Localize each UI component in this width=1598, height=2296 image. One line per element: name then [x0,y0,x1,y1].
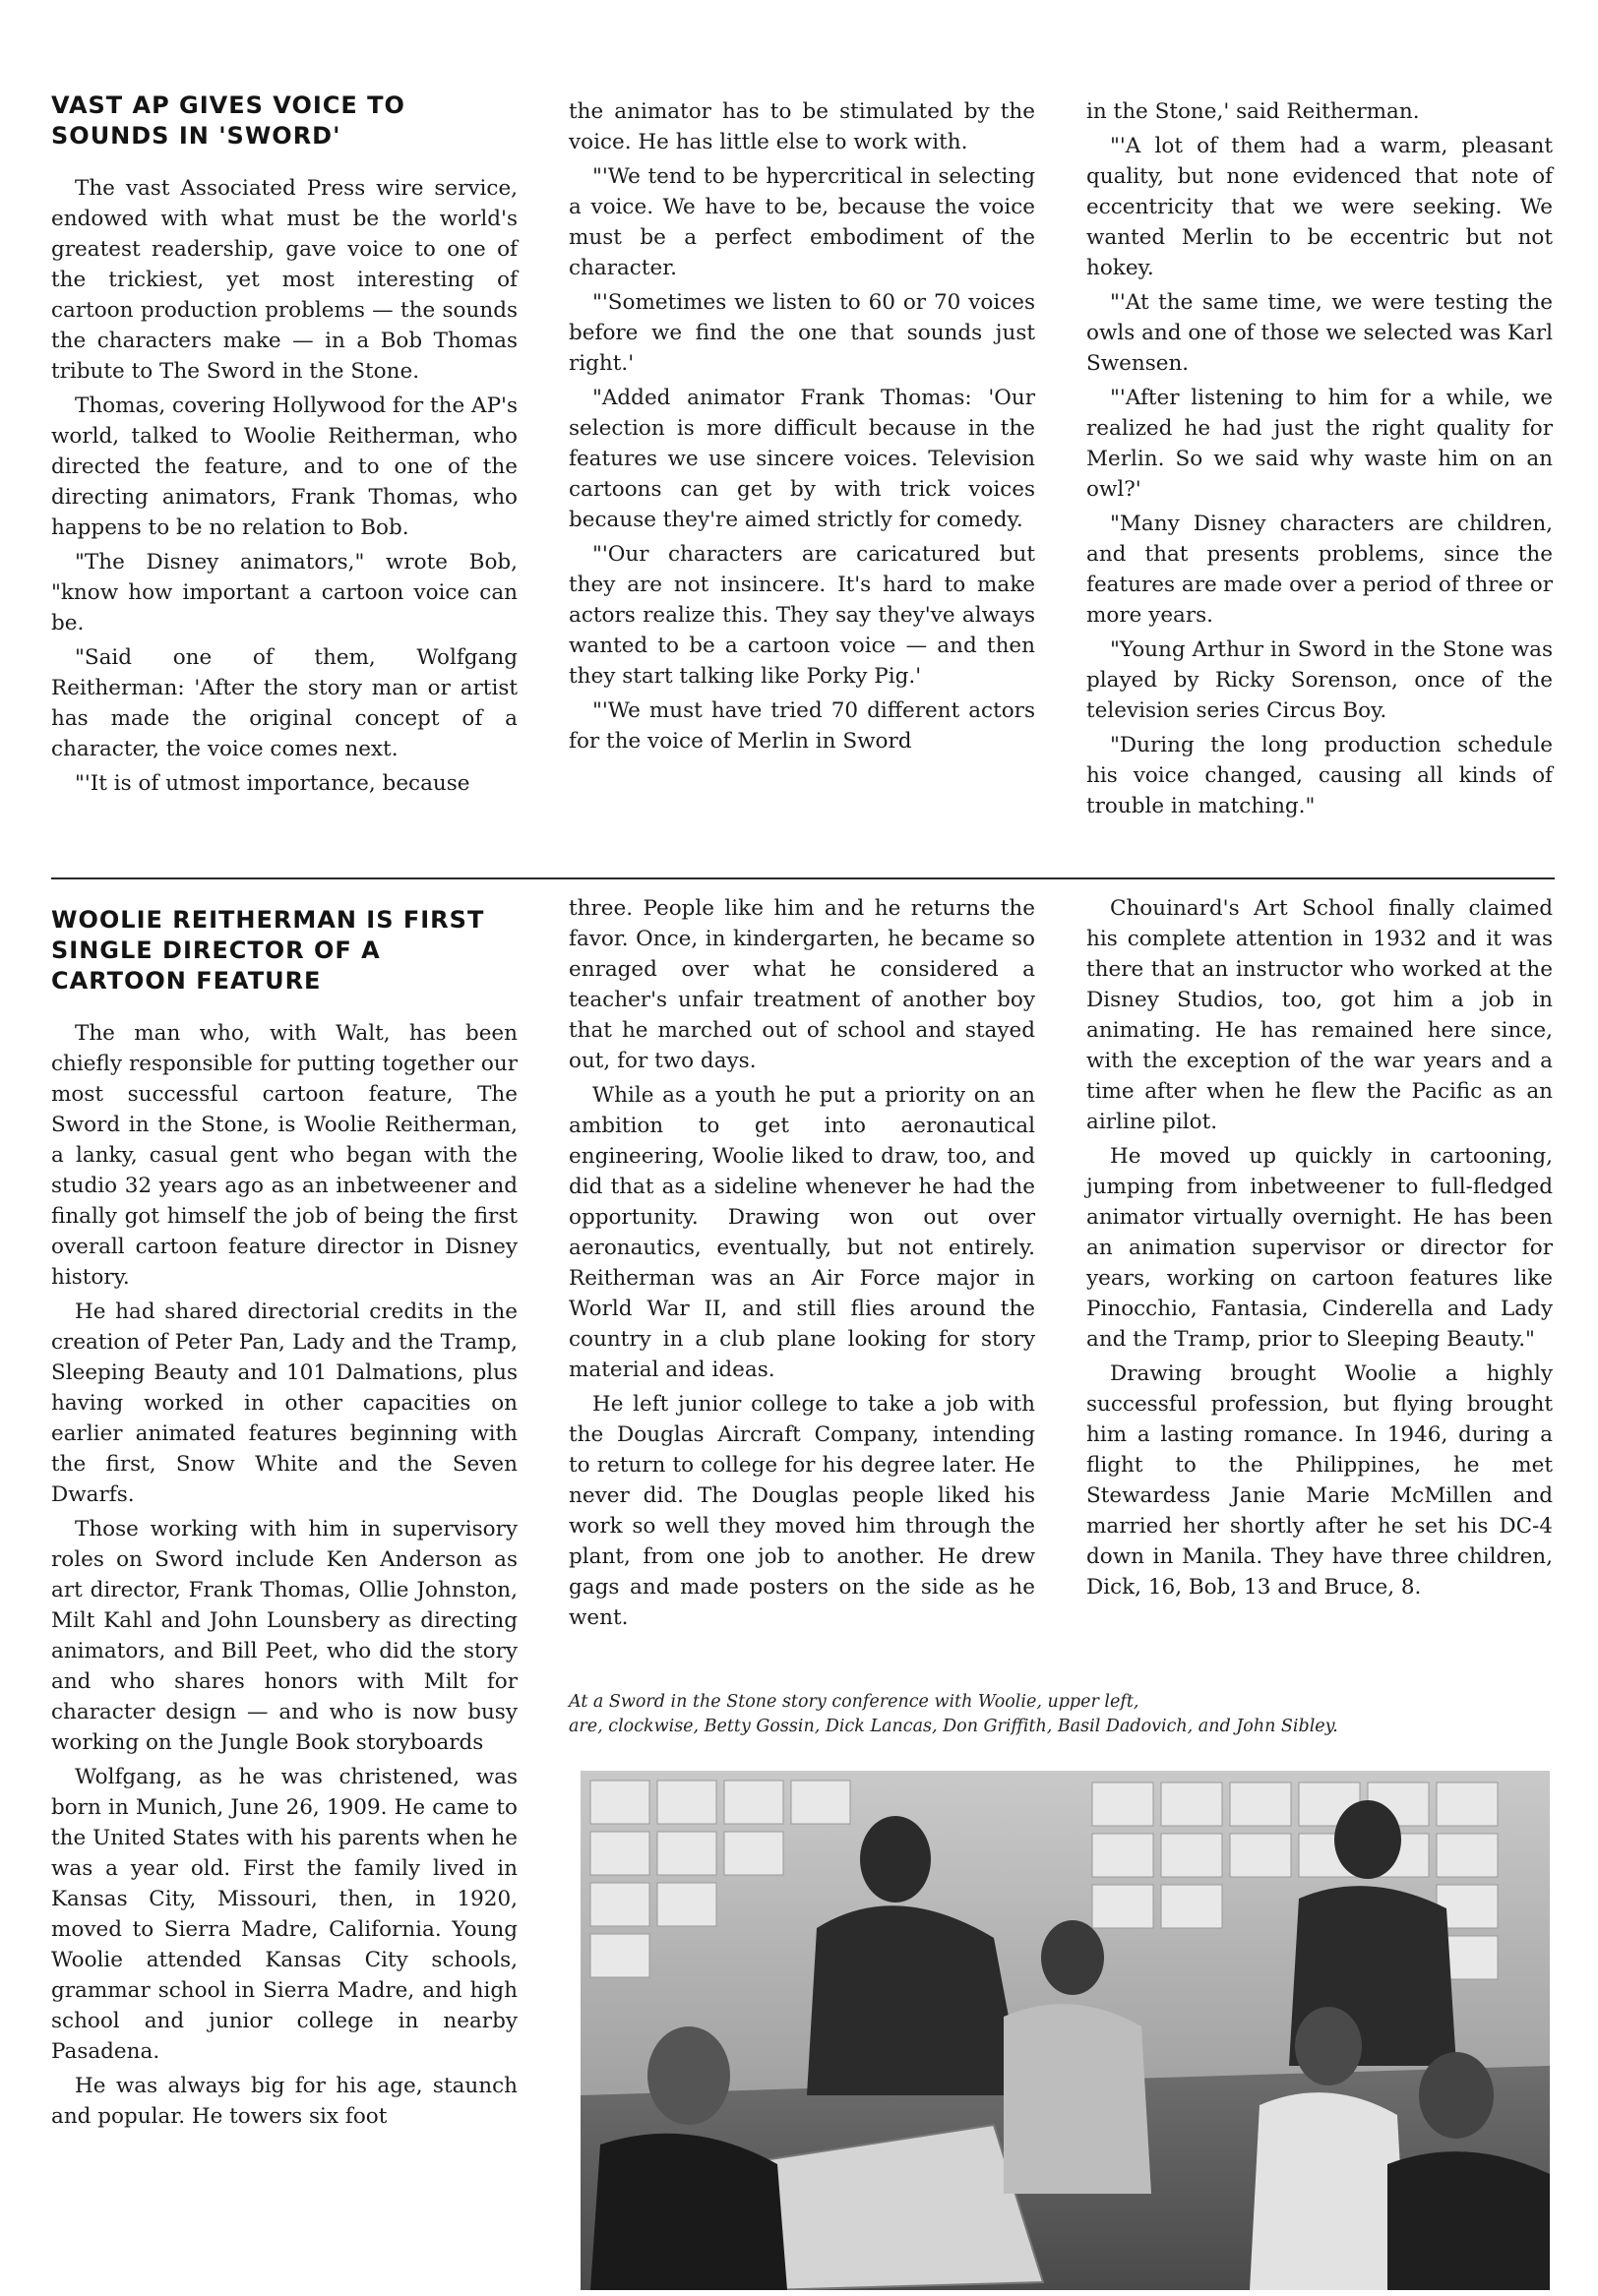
article1-paragraph: "'At the same time, we were testing the owls and one of those we selected was Karl Swensen. [1086,290,1553,376]
article2-column-3 [1086,893,1553,1606]
article1-paragraph: "Said one of them, Wolfgang Reitherman: 'After the story man or artist has made the original concept of a character, the voice comes next. [51,645,518,761]
article1-paragraph: "'It is of utmost importance, because [75,771,470,796]
story-conference-photo [581,1771,1550,2290]
article1-paragraph: "Many Disney characters are children, and that presents problems, since the features are made over a period of three or more years. [1086,512,1553,628]
caption-line: are, clockwise, Betty Gossin, Dick Lancas, Don Griffith, Basil Dadovich, and John Sibley. [569,1717,1338,1736]
caption-line: At a Sword in the Stone story conference with Woolie, upper left, [569,1692,1139,1712]
article1-paragraph: the animator has to be stimulated by the voice. He has little else to work with. [569,99,1035,154]
article1-column-2 [569,96,1035,760]
article2-paragraph: He was always big for his age, staunch and popular. He towers six foot [51,2074,518,2129]
article2-paragraph: The man who, with Walt, has been chiefly responsible for putting together our most successful cartoon feature, The Sword in the Stone, is Woolie Reitherman, a lanky, casual gent who began with the studio 32 years ago as an inbetweener and finally got himself the job of being the first overall cartoon feature director in Disney history. [51,1021,518,1290]
article1-paragraph: in the Stone,' said Reitherman. [1086,99,1420,124]
photo-illustration [581,1771,1550,2290]
article2-headline: WOOLIE REITHERMAN IS FIRST SINGLE DIRECTOR OF A CARTOON FEATURE [51,906,485,995]
article2-paragraph: He moved up quickly in cartooning, jumping from inbetweener to full-fledged animator virtually overnight. He has been an animation supervisor or director for years, working on cartoon features like Pinocchio, Fantasia, Cinderella and Lady and the Tramp, prior to Sleeping Beauty." [1086,1144,1553,1352]
article2-paragraph: Wolfgang, as he was christened, was born in Munich, June 26, 1909. He came to the United States with his parents when he was a year old. First the family lived in Kansas City, Missouri, then, in 1920, moved to Sierra Madre, California. Young Woolie attended Kansas City schools, grammar school in Sierra Madre, and high school and junior college in nearby Pasadena. [51,1765,518,2064]
article1-paragraph: "Added animator Frank Thomas: 'Our selection is more difficult because in the features we use sincere voices. Television cartoons can get by with trick voices because they're aimed strictly for comedy. [569,386,1035,532]
article1-paragraph: "'After listening to him for a while, we realized he had just the right quality for Merlin. So we said why waste him on an owl?' [1086,386,1553,502]
article2-paragraph: Drawing brought Woolie a highly successful profession, but flying brought him a lasting romance. In 1946, during a flight to the Philippines, he met Stewardess Janie Marie McMillen and married her shortly after he set his DC-4 down in Manila. They have three children, Dick, 16, Bob, 13 and Bruce, 8. [1086,1361,1553,1600]
article2-paragraph: While as a youth he put a priority on an ambition to get into aeronautical engineering, Woolie liked to draw, too, and did that as a sideline whenever he had the opportunity. Drawing won out over aeronautics, eventually, but not entirely. Reitherman was an Air Force major in World War II, and still flies around the country in a club plane looking for story material and ideas. [569,1083,1035,1382]
article1-paragraph: The vast Associated Press wire service, endowed with what must be the world's greatest readership, gave voice to one of the trickiest, yet most interesting of cartoon production problems — the sounds the characters make — in a Bob Thomas tribute to The Sword in the Stone. [51,176,518,384]
article1-paragraph: "'A lot of them had a warm, pleasant quality, but none evidenced that note of eccentricity that we were seeking. We wanted Merlin to be eccentric but not hokey. [1086,134,1553,280]
article2-paragraph: Chouinard's Art School finally claimed his complete attention in 1932 and it was there that an instructor who worked at the Disney Studios, too, got him a job in animating. He has remained here since, with the exception of the war years and a time after when he flew the Pacific as an airline pilot. [1086,896,1553,1134]
article1-paragraph: Thomas, covering Hollywood for the AP's world, talked to Woolie Reitherman, who directed the feature, and to one of the directing animators, Frank Thomas, who happens to be no relation to Bob. [51,393,518,540]
section-divider [51,877,1555,879]
article1-paragraph: "Young Arthur in Sword in the Stone was played by Ricky Sorenson, once of the television series Circus Boy. [1086,637,1553,723]
article2-paragraph: He left junior college to take a job with the Douglas Aircraft Company, intending to return to college for his degree later. He never did. The Douglas people liked his work so well they moved him through the plant, from one job to another. He drew gags and made posters on the side as he went. [569,1392,1035,1630]
article1-paragraph: "'We tend to be hypercritical in selecting a voice. We have to be, because the voice must be a perfect embodiment of the character. [569,164,1035,280]
article1-paragraph: "'We must have tried 70 different actors for the voice of Merlin in Sword [569,698,1035,754]
article2-paragraph: three. People like him and he returns the favor. Once, in kindergarten, he became so enraged over what he considered a teacher's unfair treatment of another boy that he marched out of school and stayed out, for two days. [569,896,1035,1073]
article1-paragraph: "'Our characters are caricatured but they are not insincere. It's hard to make actors realize this. They say they've always wanted to be a cartoon voice — and then they start talking like Porky Pig.' [569,542,1035,689]
article2-column-1 [51,905,518,2136]
article1-column-1 [51,91,518,803]
article1-paragraph: "During the long production schedule his voice changed, causing all kinds of trouble in matching." [1086,733,1553,818]
article2-column-2 [569,893,1035,1637]
article1-paragraph: "'Sometimes we listen to 60 or 70 voices before we find the one that sounds just right.' [569,290,1035,376]
article1-headline: VAST AP GIVES VOICE TO SOUNDS IN 'SWORD' [51,91,405,150]
photo-caption [569,1690,1553,1739]
article2-paragraph: Those working with him in supervisory roles on Sword include Ken Anderson as art director, Frank Thomas, Ollie Johnston, Milt Kahl and John Lounsbery as directing animators, and Bill Peet, who did the story and who shares honors with Milt for character design — and who is now busy working on the Jungle Book storyboards [51,1517,518,1755]
article1-paragraph: "The Disney animators," wrote Bob, "know how important a cartoon voice can be. [51,550,518,635]
article1-column-3 [1086,96,1553,825]
article2-paragraph: He had shared directorial credits in the creation of Peter Pan, Lady and the Tramp, Sleeping Beauty and 101 Dalmations, plus having worked in other capacities on earlier animated features beginning with the first, Snow White and the Seven Dwarfs. [51,1299,518,1507]
